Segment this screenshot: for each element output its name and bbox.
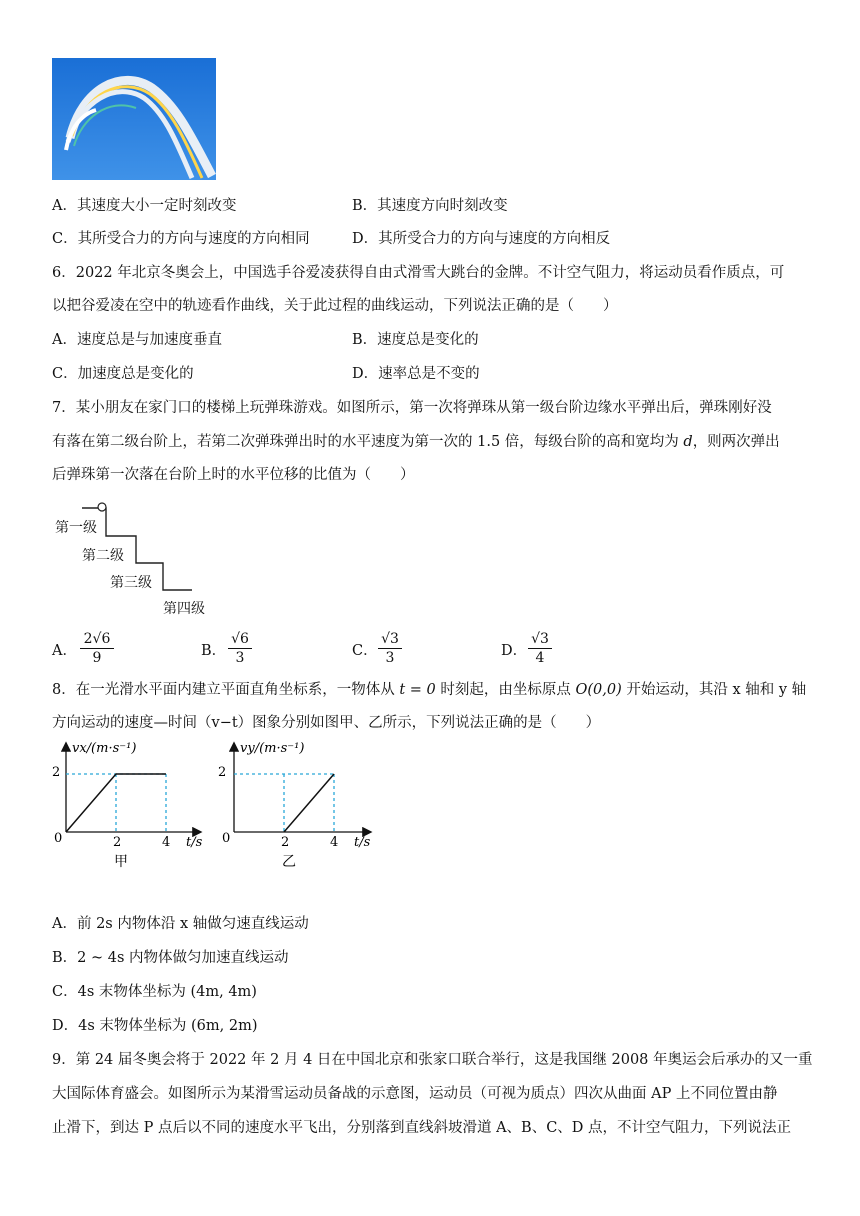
graph-jia-origin: 0	[54, 831, 63, 846]
graph-jia	[50, 740, 210, 874]
graph-jia-xlabel: t/s	[186, 835, 203, 850]
q7-option-a-fraction[interactable]: $\frac{2√6}{9}$	[80, 630, 114, 667]
q6-option-c[interactable]: C．加速度总是变化的	[52, 366, 194, 382]
graph-jia-ytick: 2	[52, 765, 61, 780]
graph-yi-xtick-4: 4	[330, 835, 339, 850]
q8-option-b[interactable]: B．2 ~ 4s 内物体做匀加速直线运动	[52, 950, 289, 966]
graph-yi-caption: 乙	[282, 854, 296, 870]
q6-option-b[interactable]: B．速度总是变化的	[352, 332, 479, 348]
graph-yi-origin: 0	[222, 831, 231, 846]
graph-yi-ylabel: vy/(m·s⁻¹)	[240, 741, 305, 756]
q8-option-d[interactable]: D．4s 末物体坐标为 (6m, 2m)	[52, 1018, 258, 1034]
marble-icon	[98, 503, 106, 511]
q6-option-d[interactable]: D．速率总是不变的	[352, 366, 480, 382]
q7-option-b-label[interactable]: B．	[201, 643, 227, 659]
step-label-1: 第一级	[55, 520, 97, 536]
graph-yi	[214, 740, 384, 874]
q7-option-b-fraction[interactable]: $\frac{√6}{3}$	[228, 630, 252, 667]
q5-option-b[interactable]: B．其速度方向时刻改变	[352, 198, 508, 214]
q6-stem-line2: 以把谷爱凌在空中的轨迹看作曲线，关于此过程的曲线运动，下列说法正确的是（ ）	[52, 298, 618, 314]
graph-yi-series-line	[284, 774, 334, 832]
q7-option-d-label[interactable]: D．	[501, 643, 528, 659]
q9-stem-line2: 大国际体育盛会。如图所示为某滑雪运动员备战的示意图，运动员（可视为质点）四次从曲面 AP 上不同位置由静	[52, 1086, 778, 1102]
q7-option-a-label[interactable]: A．	[52, 643, 77, 659]
graph-yi-ytick: 2	[218, 765, 227, 780]
graph-jia-caption: 甲	[114, 854, 128, 870]
q5-option-c[interactable]: C．其所受合力的方向与速度的方向相同	[52, 231, 310, 247]
q7-stem-line2: 有落在第二级台阶上，若第二次弹珠弹出时的水平速度为第一次的 1.5 倍，每级台阶的高和宽均为 d，则两次弹出	[52, 434, 780, 450]
q7-option-c-fraction[interactable]: $\frac{√3}{3}$	[378, 630, 402, 667]
q7-option-d-fraction[interactable]: $\frac{√3}{4}$	[528, 630, 552, 667]
step-label-2: 第二级	[82, 548, 124, 564]
q8-option-c[interactable]: C．4s 末物体坐标为 (4m, 4m)	[52, 984, 257, 1000]
step-label-3: 第三级	[110, 575, 152, 591]
q9-stem-line1: 9．第 24 届冬奥会将于 2022 年 2 月 4 日在中国北京和张家口联合举行，这是我国继 2008 年奥运会后承办的又一重	[52, 1052, 813, 1068]
q7-option-c-label[interactable]: C．	[352, 643, 378, 659]
graph-yi-xlabel: t/s	[354, 835, 371, 850]
q6-option-a[interactable]: A．速度总是与加速度垂直	[52, 332, 222, 348]
q9-stem-line3: 止滑下，到达 P 点后以不同的速度水平飞出，分别落到直线斜坡滑道 A、B、C、D 点，不计空气阻力，下列说法正	[52, 1120, 792, 1136]
graph-jia-xtick-4: 4	[162, 835, 171, 850]
q8-stem-line2: 方向运动的速度—时间（v−t）图象分别如图甲、乙所示，下列说法正确的是（ ）	[52, 715, 601, 731]
q7-stem-line3: 后弹珠第一次落在台阶上时的水平位移的比值为（ ）	[52, 467, 415, 483]
q5-option-a[interactable]: A．其速度大小一定时刻改变	[52, 198, 237, 214]
step-label-4: 第四级	[163, 601, 205, 617]
q7-stem-line1: 7．某小朋友在家门口的楼梯上玩弹珠游戏。如图所示，第一次将弹珠从第一级台阶边缘水平弹出后，弹珠刚好没	[52, 400, 772, 416]
aerobatic-photo	[52, 58, 216, 180]
graph-yi-xtick-2: 2	[281, 835, 290, 850]
graph-jia-xtick-2: 2	[113, 835, 122, 850]
q6-stem-line1: 6．2022 年北京冬奥会上，中国选手谷爱凌获得自由式滑雪大跳台的金牌。不计空气阻力，将运动员看作质点，可	[52, 265, 785, 281]
graph-jia-ylabel: vx/(m·s⁻¹)	[72, 741, 137, 756]
q8-stem-line1: 8．在一光滑水平面内建立平面直角坐标系，一物体从 t = 0 时刻起，由坐标原点 O(0,0) 开始运动，其沿 x 轴和 y 轴	[52, 682, 807, 698]
q8-option-a[interactable]: A．前 2s 内物体沿 x 轴做匀速直线运动	[52, 916, 309, 932]
q5-option-d[interactable]: D．其所受合力的方向与速度的方向相反	[352, 231, 611, 247]
